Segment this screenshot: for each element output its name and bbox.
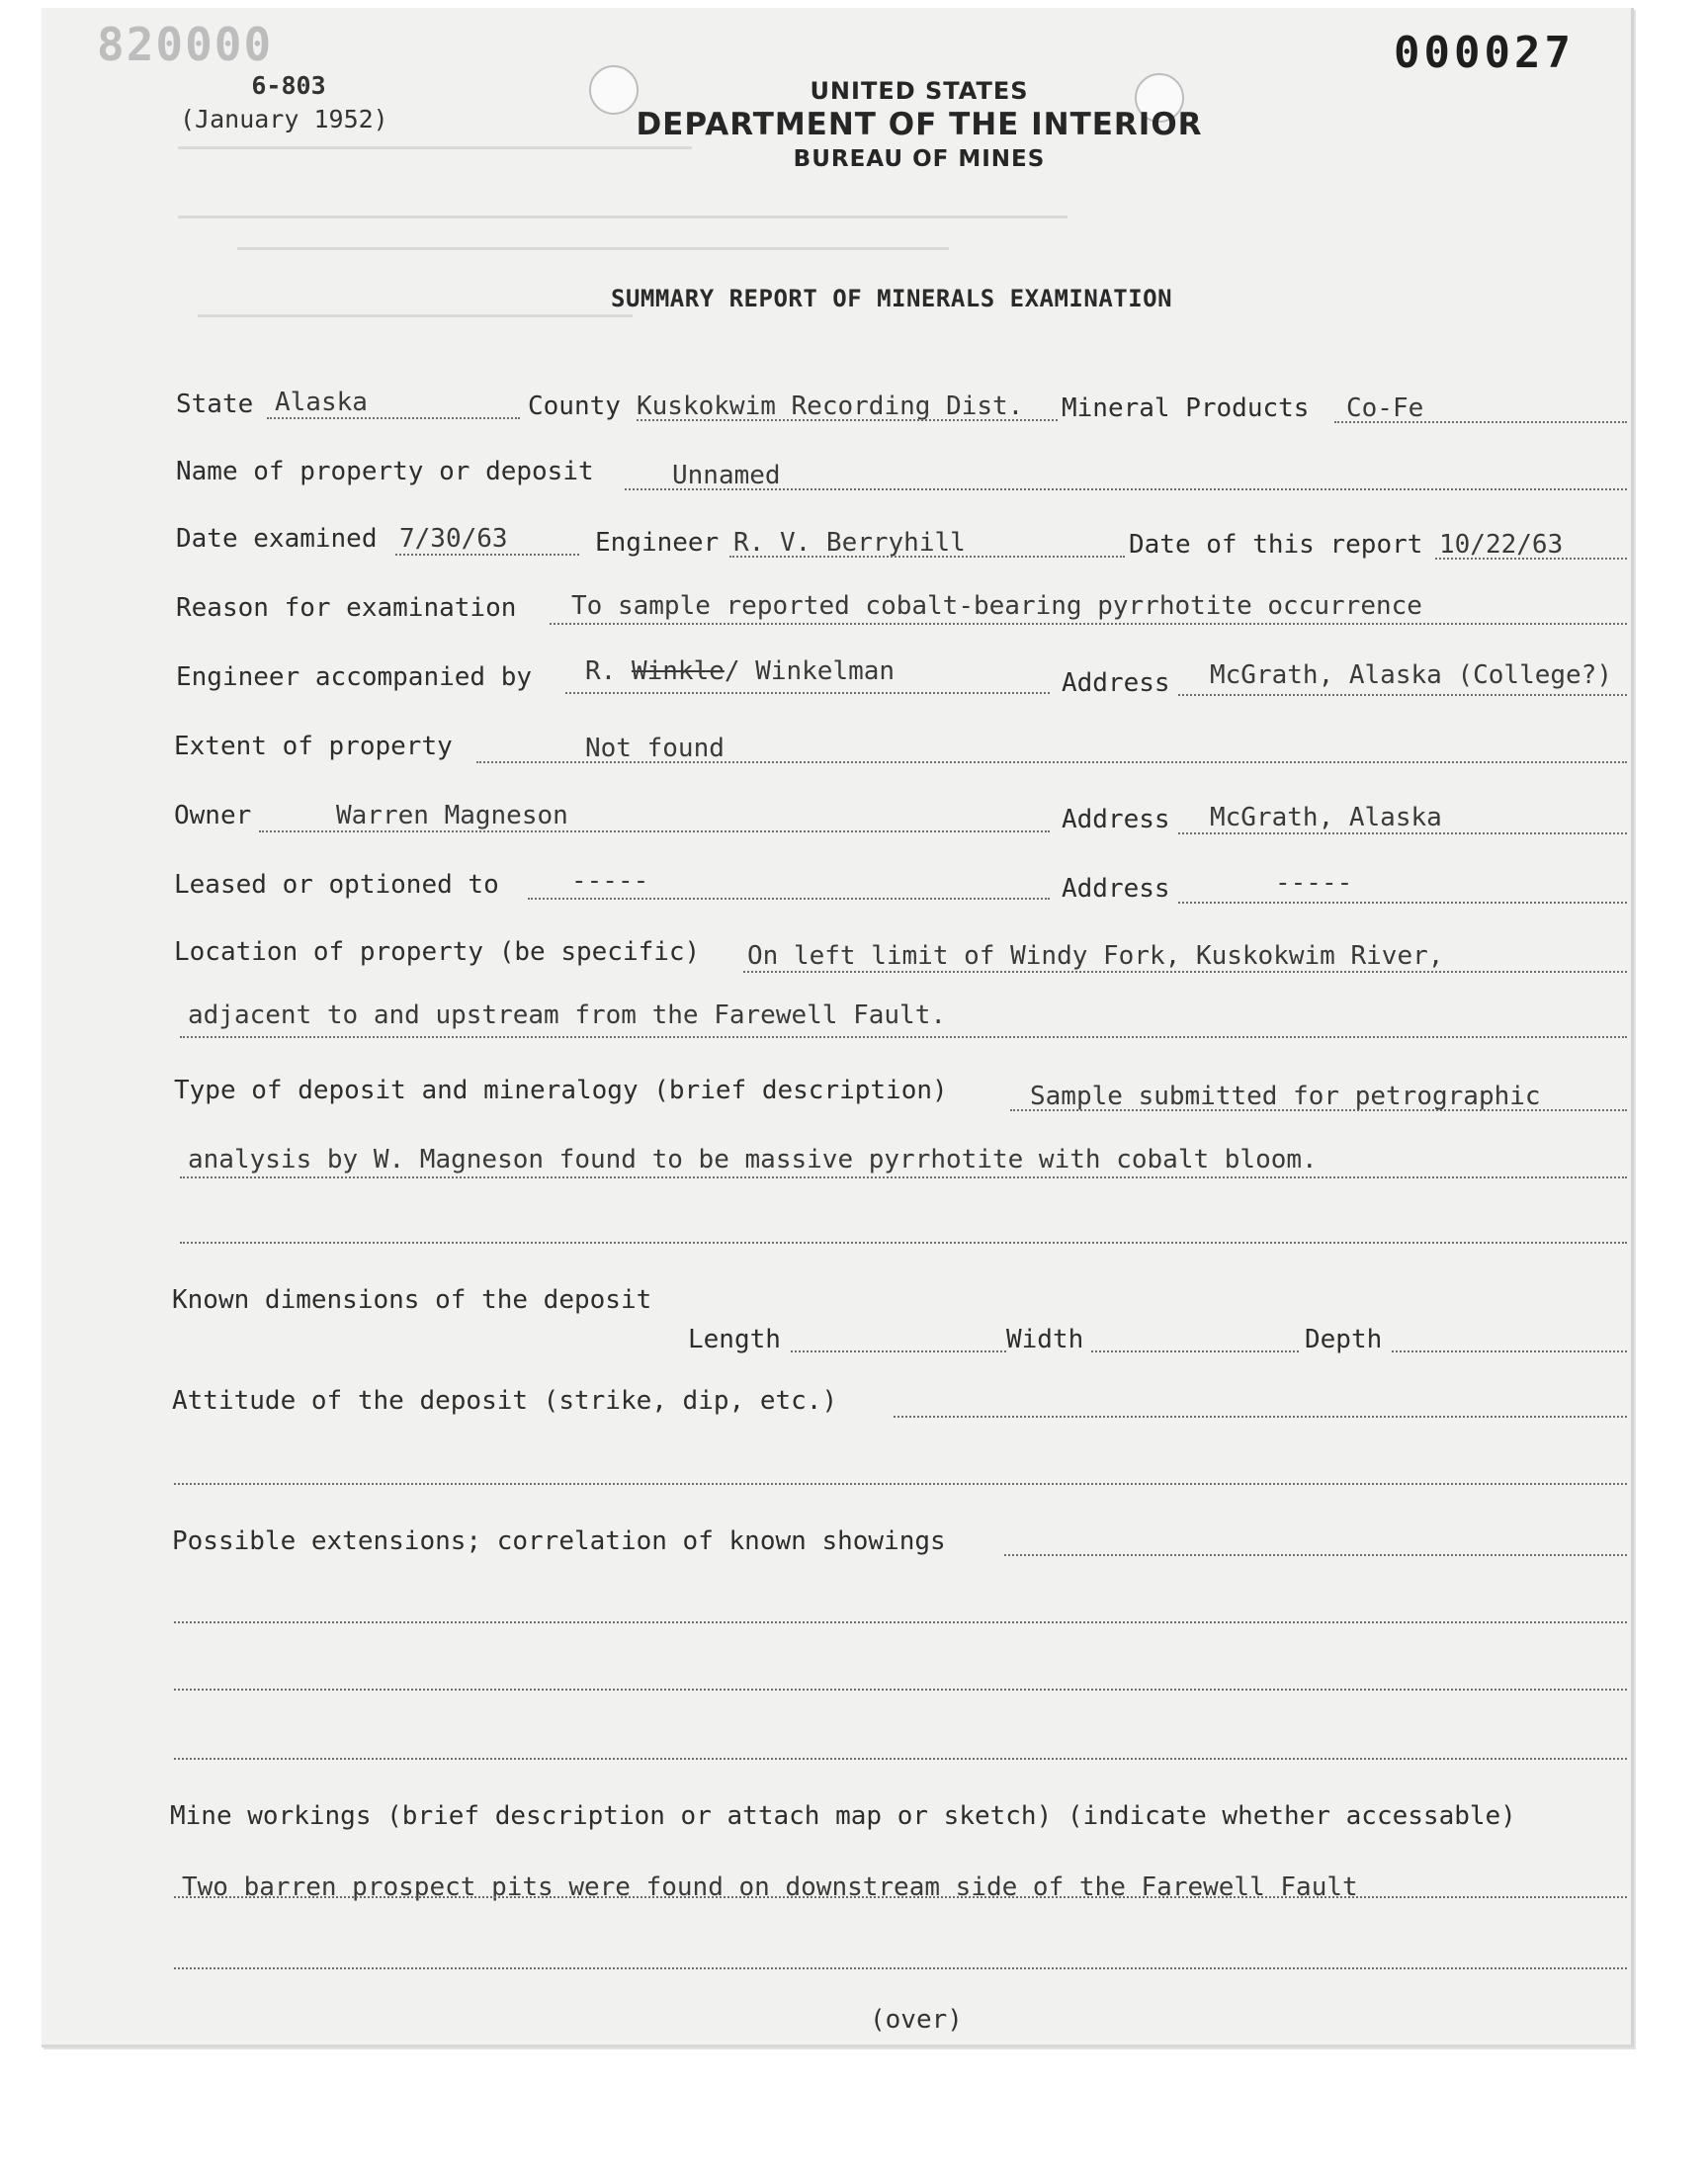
county-line: [637, 419, 1058, 421]
date-examined-label: Date examined: [176, 524, 378, 554]
extensions-line-1: [1004, 1554, 1627, 1556]
report-date-label: Date of this report: [1129, 530, 1423, 560]
engineer-line: [729, 556, 1125, 558]
location-line-1: [743, 971, 1627, 973]
extent-value: Not found: [585, 734, 725, 763]
location-line-2: [180, 1036, 1627, 1038]
leased-label: Leased or optioned to: [174, 870, 499, 900]
owner-address-label: Address: [1062, 805, 1170, 834]
length-line: [791, 1350, 1006, 1352]
accompanied-line: [565, 692, 1050, 694]
location-label: Location of property (be specific): [174, 937, 701, 967]
accompanied-initial: R.: [585, 656, 617, 686]
accompanied-address-line: [1178, 694, 1627, 696]
property-name-value: Unnamed: [672, 461, 781, 490]
accompanied-value: [585, 656, 895, 686]
extensions-line-2: [174, 1621, 1627, 1623]
reason-line: [550, 623, 1627, 625]
mineral-line: [1334, 421, 1627, 423]
deposit-type-value-line2: analysis by W. Magneson found to be massive pyrrhotite with cobalt bloom.: [188, 1145, 1318, 1174]
report-date-line: [1435, 558, 1627, 560]
extensions-line-4: [174, 1758, 1627, 1760]
mineral-label: Mineral Products: [1062, 393, 1310, 423]
report-title: SUMMARY REPORT OF MINERALS EXAMINATION: [611, 285, 1173, 312]
extensions-line-3: [174, 1689, 1627, 1691]
depth-line: [1392, 1350, 1627, 1352]
form-date: (January 1952): [180, 105, 388, 133]
accompanied-surname: / Winkelman: [724, 656, 896, 686]
bleed-through-mark: [178, 216, 1068, 218]
extent-label: Extent of property: [174, 732, 453, 761]
owner-label: Owner: [174, 801, 252, 830]
page-number-stamp: 000027: [1394, 28, 1575, 78]
date-examined-value: 7/30/63: [399, 524, 508, 554]
location-value-line1: On left limit of Windy Fork, Kuskokwim River,: [747, 941, 1444, 971]
length-label: Length: [688, 1325, 781, 1354]
form-number: 6-803: [251, 71, 326, 100]
workings-value: Two barren prospect pits were found on downstream side of the Farewell Fault: [182, 1872, 1358, 1902]
width-label: Width: [1006, 1325, 1084, 1354]
state-label: State: [176, 390, 254, 419]
attitude-label: Attitude of the deposit (strike, dip, etc.): [172, 1386, 838, 1416]
header-country: UNITED STATES: [810, 77, 1029, 105]
county-label: County: [528, 392, 621, 421]
header-bureau: BUREAU OF MINES: [793, 146, 1046, 172]
depth-label: Depth: [1305, 1325, 1383, 1354]
deposit-type-line-3: [180, 1242, 1627, 1244]
report-date-value: 10/22/63: [1439, 530, 1564, 560]
accompanied-address-value: McGrath, Alaska (College?): [1210, 660, 1612, 690]
engineer-value: R. V. Berryhill: [733, 528, 966, 558]
date-examined-line: [395, 554, 579, 556]
deposit-type-value-line1: Sample submitted for petrographic: [1030, 1082, 1541, 1111]
bleed-through-mark: [178, 146, 692, 149]
leased-address-line: [1178, 902, 1627, 904]
extensions-label: Possible extensions; correlation of known showings: [172, 1526, 946, 1556]
leased-address-value: -----: [1275, 868, 1353, 898]
bleed-through-mark: [237, 247, 949, 250]
bleed-through-mark: [198, 314, 633, 317]
property-name-label: Name of property or deposit: [176, 457, 594, 486]
workings-line-2: [174, 1967, 1627, 1969]
header-department: DEPARTMENT OF THE INTERIOR: [636, 107, 1203, 142]
state-line: [267, 417, 520, 419]
deposit-type-line-2: [180, 1176, 1627, 1178]
owner-value: Warren Magneson: [336, 801, 568, 830]
owner-address-line: [1178, 832, 1627, 834]
leased-address-label: Address: [1062, 874, 1170, 904]
owner-line: [259, 830, 1050, 832]
faint-stamp-number: 820000: [97, 18, 274, 71]
state-value: Alaska: [275, 388, 368, 417]
mineral-value: Co-Fe: [1346, 393, 1424, 423]
width-line: [1091, 1350, 1299, 1352]
over-note: (over): [870, 2005, 963, 2035]
property-name-line: [625, 488, 1627, 490]
location-value-line2: adjacent to and upstream from the Farewell Fault.: [188, 1000, 947, 1030]
county-value: Kuskokwim Recording Dist.: [637, 392, 1024, 421]
deposit-type-label: Type of deposit and mineralogy (brief description): [174, 1076, 948, 1105]
accompanied-address-label: Address: [1062, 668, 1170, 698]
accompanied-label: Engineer accompanied by: [176, 662, 533, 692]
attitude-line-2: [174, 1483, 1627, 1485]
leased-line: [528, 898, 1050, 900]
accompanied-struck-name: Winkle: [631, 656, 725, 686]
deposit-type-line-1: [1010, 1109, 1627, 1111]
reason-value: To sample reported cobalt-bearing pyrrhotite occurrence: [571, 591, 1422, 621]
owner-address-value: McGrath, Alaska: [1210, 803, 1442, 832]
reason-label: Reason for examination: [176, 593, 517, 623]
engineer-label: Engineer: [595, 528, 720, 558]
leased-value: -----: [571, 866, 649, 896]
attitude-line-1: [894, 1416, 1627, 1418]
extent-line: [476, 761, 1627, 763]
dimensions-label: Known dimensions of the deposit: [172, 1285, 652, 1315]
workings-label: Mine workings (brief description or attach map or sketch) (indicate whether accessable): [170, 1801, 1516, 1831]
workings-line-1: [174, 1896, 1627, 1898]
